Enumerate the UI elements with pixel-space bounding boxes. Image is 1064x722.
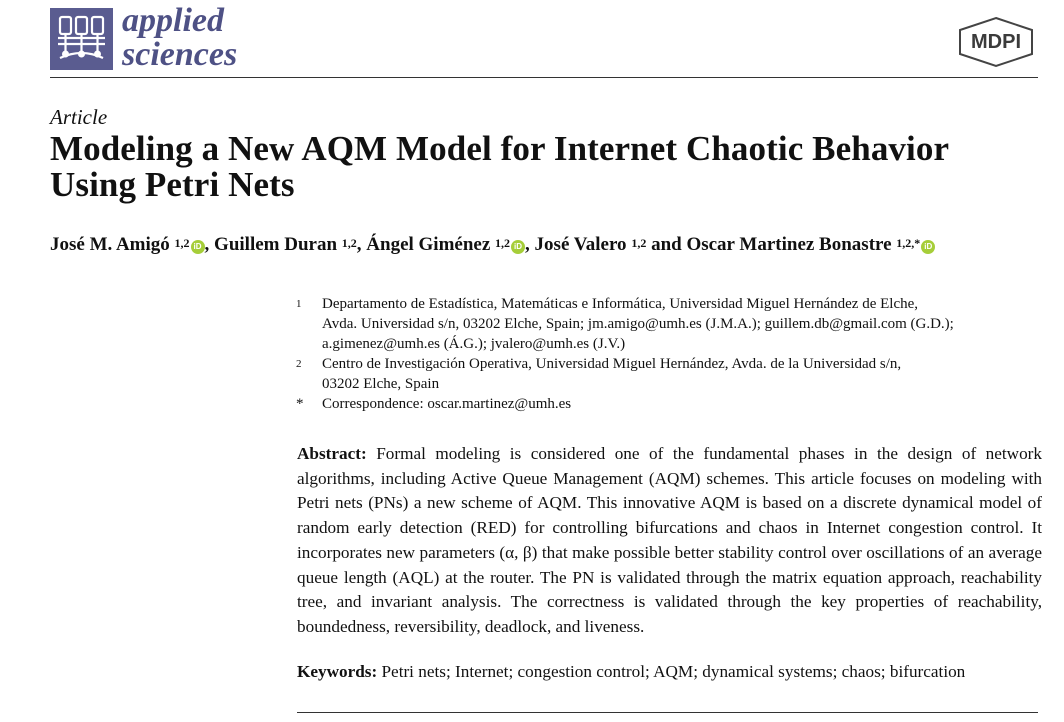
bottom-divider: [297, 712, 1038, 713]
author-separator: and: [646, 234, 687, 255]
paper-title-line2: Using Petri Nets: [50, 165, 295, 204]
author-affiliation-mark: 1,2: [174, 236, 190, 250]
affiliation-line: 03202 Elche, Spain: [322, 376, 440, 392]
author: [686, 234, 935, 255]
author-separator: ,: [356, 234, 367, 255]
abstract-label: Abstract:: [297, 444, 367, 463]
journal-name: [122, 4, 237, 72]
journal-logo-icon: [50, 8, 113, 70]
author: [50, 234, 214, 255]
affiliation-mark: 2: [296, 358, 302, 370]
journal-name-line2: sciences: [122, 36, 238, 73]
affiliation-item: [296, 394, 1036, 414]
author-name: Guillem Duran: [214, 234, 338, 255]
author-affiliation-mark: 1,2,*: [896, 236, 921, 250]
author-separator: ,: [204, 234, 215, 255]
affiliation-line: Departamento de Estadística, Matemáticas e Informática, Universidad Miguel Hernández de Elche,: [322, 296, 919, 312]
author: [214, 234, 366, 255]
journal-name-line1: applied: [122, 2, 224, 39]
affiliation-mark: *: [296, 396, 304, 412]
author: [535, 234, 687, 255]
author-name: Ángel Giménez: [366, 234, 491, 255]
affiliation-line: a.gimenez@umh.es (Á.G.); jvalero@umh.es (J.V.): [322, 336, 626, 352]
author-name: José M. Amigó: [50, 234, 170, 255]
header-divider: [50, 77, 1038, 78]
paper-title: [50, 131, 1040, 203]
affiliation-item: [296, 354, 1036, 394]
affiliation-item: [296, 294, 1036, 354]
affiliation-mark: 1: [296, 298, 302, 310]
orcid-icon[interactable]: iD: [191, 240, 205, 254]
keywords: [297, 660, 1042, 684]
affiliation-line: Correspondence: oscar.martinez@umh.es: [322, 396, 572, 412]
abstract: [297, 442, 1042, 640]
author-name: Oscar Martinez Bonastre: [686, 234, 892, 255]
keywords-label: Keywords:: [297, 662, 378, 681]
author-affiliation-mark: 1,2: [495, 236, 511, 250]
author-affiliation-mark: 1,2: [341, 236, 357, 250]
orcid-icon[interactable]: iD: [511, 240, 525, 254]
author: [366, 234, 534, 255]
paper-title-line1: Modeling a New AQM Model for Internet Chaotic Behavior: [50, 129, 950, 168]
affiliation-line: Avda. Universidad s/n, 03202 Elche, Spain; jm.amigo@umh.es (J.M.A.); guillem.db@gmail.com (G.D.);: [322, 316, 954, 332]
keywords-text: Petri nets; Internet; congestion control; AQM; dynamical systems; chaos; bifurcation: [381, 662, 966, 681]
orcid-icon[interactable]: iD: [921, 240, 935, 254]
abstract-text: Formal modeling is considered one of the fundamental phases in the design of network algorithms, including Active Queue Management (AQM) schemes. This article focuses on modeling with Petri nets (PNs) a new scheme of AQM. This innovative AQM is based on a discrete dynamical model of random early detection (RED) for controlling bifurcations and chaos in Internet congestion control. It incorporates new parameters (α, β) that make possible better stability control over oscillations of an average queue length (AQL) at the router. The PN is validated through the matrix equation approach, reachability tree, and invariant analysis. The correctness is validated through the key properties of reachability, boundedness, reversibility, deadlock, and liveness.: [297, 444, 1042, 636]
author-list: [50, 234, 1050, 256]
author-separator: ,: [525, 234, 535, 255]
mdpi-logo-text: MDPI: [971, 31, 1021, 53]
author-name: José Valero: [534, 234, 627, 255]
article-type: Article: [50, 105, 108, 129]
affiliation-line: Centro de Investigación Operativa, Universidad Miguel Hernández, Avda. de la Universidad s/n,: [322, 356, 902, 372]
author-affiliation-mark: 1,2: [631, 236, 647, 250]
mdpi-logo: [956, 16, 1036, 68]
affiliation-list: [296, 294, 1036, 414]
